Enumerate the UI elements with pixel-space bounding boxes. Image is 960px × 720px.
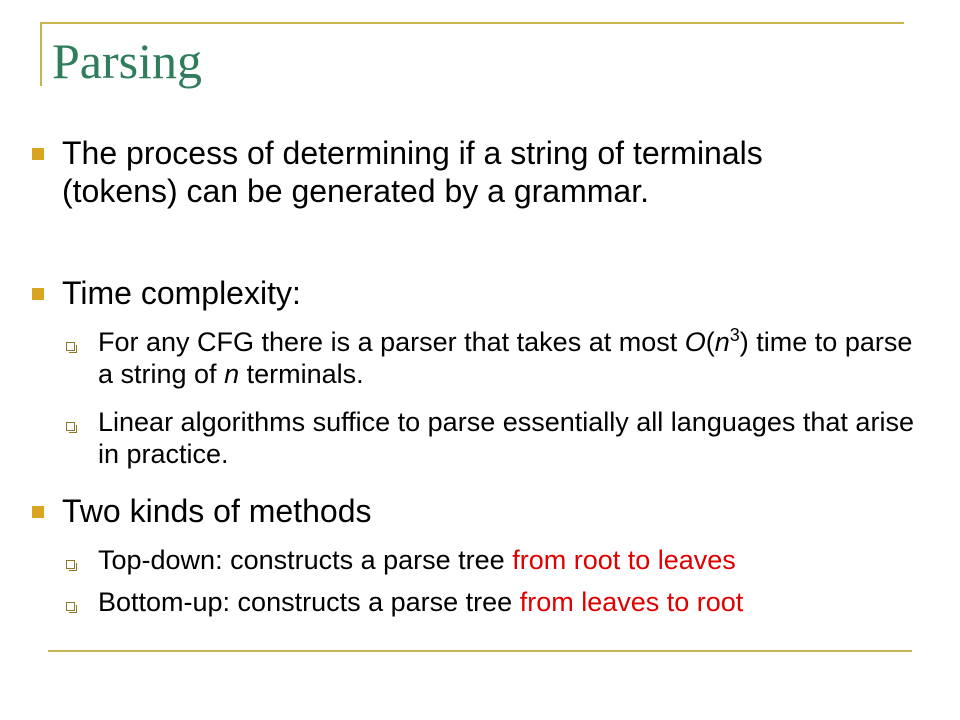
- bullet-text: Two kinds of methods: [62, 493, 372, 529]
- open-paren: (: [705, 327, 715, 357]
- bullet-text: Time complexity:: [62, 275, 301, 311]
- sub-bullet-pre: For any CFG there is a parser that takes at most: [98, 327, 685, 357]
- sub-bullet-icon: [66, 422, 75, 431]
- bullet-text: The process of determining if a string of terminals (tokens) can be generated by a grammar.: [62, 135, 763, 209]
- sub-bullet-pre: Bottom-up: constructs a parse tree: [98, 587, 520, 617]
- sub-bullet-mid: time to parse a string of: [98, 327, 913, 389]
- sub-bullet-text: [98, 544, 928, 576]
- sub-bullet-icon: [66, 560, 75, 569]
- highlight-text: from root to leaves: [512, 545, 736, 575]
- exponent: 3: [729, 325, 740, 345]
- bullet-icon: [32, 288, 44, 300]
- big-o: O: [684, 327, 706, 357]
- sub-bullet-post: terminals.: [239, 359, 364, 389]
- sub-bullet-text: [98, 326, 928, 390]
- highlight-text: from leaves to root: [519, 587, 744, 617]
- bullet-icon: [32, 148, 44, 160]
- sub-bullet-text: [98, 586, 928, 618]
- close-paren: ): [739, 327, 749, 357]
- n-symbol: n: [714, 327, 730, 357]
- sub-bullet-text: Linear algorithms suffice to parse essentially all languages that arise in practice.: [98, 407, 914, 469]
- sub-bullet-icon: [66, 342, 75, 351]
- bottom-rule: [48, 650, 912, 652]
- sub-bullet-icon: [66, 602, 75, 611]
- slide-title: Parsing: [52, 33, 202, 89]
- bullet-icon: [32, 506, 44, 518]
- sub-bullet-pre: Top-down: constructs a parse tree: [98, 545, 513, 575]
- n-symbol: n: [224, 359, 240, 389]
